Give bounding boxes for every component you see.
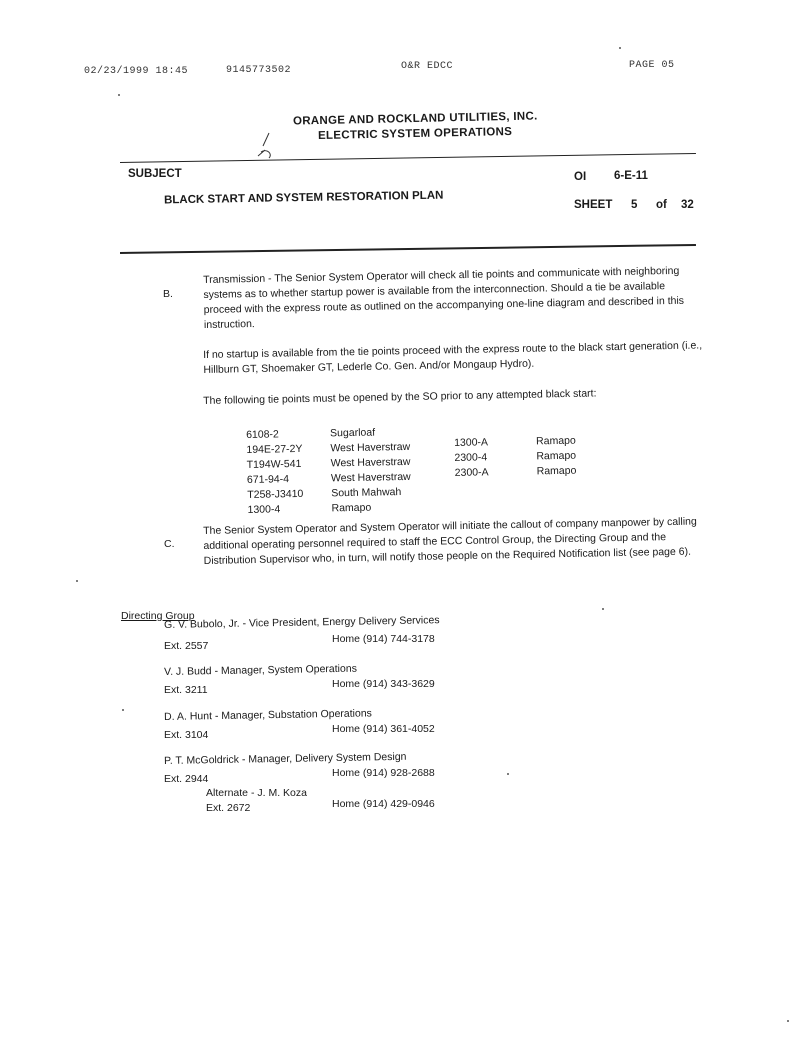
sheet-label: SHEET [574,199,613,211]
tie-point-code: 671-94-4 [246,473,290,486]
subject-title: BLACK START AND SYSTEM RESTORATION PLAN [163,189,444,207]
tie-point-location: West Haverstraw [330,440,411,455]
department-name: ELECTRIC SYSTEM OPERATIONS [317,125,513,143]
signature-mark [255,128,285,160]
tie-point-code: 2300-4 [454,451,488,464]
alternate-ext: Ext. 2672 [206,802,251,814]
tie-point-code: T194W-541 [246,457,302,471]
section-b-paragraph-3: The following tie points must be opened by the SO prior to any attempted black start: [203,387,597,407]
member-ext: Ext. 2944 [164,773,209,785]
member-ext: Ext. 3104 [164,729,209,741]
fax-datetime: 02/23/1999 18:45 [84,66,189,77]
sheet-total: 32 [681,199,694,211]
member-home: Home (914) 928-2688 [332,767,435,779]
scan-speck [122,709,124,711]
member-name: G. V. Bubolo, Jr. - Vice President, Energy Delivery Services [164,614,440,631]
tie-point-code: 1300-4 [247,503,281,516]
member-home: Home (914) 361-4052 [332,723,435,735]
tie-point-location: Ramapo [536,464,577,478]
scan-speck [76,580,78,582]
tie-point-location: Ramapo [536,449,577,463]
tie-points-right-table [454,434,577,481]
oi-value: 6-E-11 [614,170,648,182]
tie-point-code: 6108-2 [246,428,279,441]
scan-speck [602,608,604,610]
fax-page: PAGE 05 [629,60,675,71]
tie-point-code: 194E-27-2Y [246,442,303,456]
tie-point-row [247,500,411,518]
member-name: D. A. Hunt - Manager, Substation Operations [164,707,372,723]
scan-speck [619,47,621,49]
section-b-paragraph-2: If no startup is available from the tie points proceed with the express route to the black start generation (i.e., Hillburn GT, Shoemaker GT, Lederle Co. Gen. And/or Mongaup Hydro). [203,339,703,376]
tie-point-location: South Mahwah [331,486,402,500]
company-name: ORANGE AND ROCKLAND UTILITIES, INC. [292,110,538,128]
oi-label: OI [574,171,587,183]
tie-point-code: 1300-A [454,436,489,449]
directing-group-heading: Directing Group [121,610,195,622]
member-ext: Ext. 2557 [164,640,209,652]
alternate-name: Alternate - J. M. Koza [206,787,307,799]
tie-point-location: Ramapo [331,501,372,515]
tie-point-row [455,464,577,481]
member-name: P. T. McGoldrick - Manager, Delivery System Design [164,750,407,767]
tie-point-location: West Haverstraw [330,455,411,470]
scan-speck [787,1020,789,1022]
section-c-paragraph: The Senior System Operator and System Operator will initiate the callout of company manpower by calling additional operating personnel required to staff the ECC Control Group, the Directing Group and the Distribution Supervisor who, in turn, will notify those people on the Required Notification list (see page 6). [203,515,697,567]
tie-point-location: West Haverstraw [330,470,411,485]
tie-point-location: Ramapo [536,434,576,448]
member-name: V. J. Budd - Manager, System Operations [164,662,357,678]
scan-speck [507,773,509,775]
subject-top-rule [120,153,696,163]
member-home: Home (914) 744-3178 [332,633,435,645]
subject-label: SUBJECT [128,168,182,180]
tie-point-code: T258-J3410 [247,487,304,501]
tie-point-location: Sugarloaf [330,426,376,440]
tie-point-code: 2300-A [454,466,489,479]
section-b-paragraph-1: Transmission - The Senior System Operator will check all tie points and communicate with neighboring systems as to whether startup power is available from the interconnection. Should a tie be available proceed with the express route as outlined on the accompanying one-line diagram and described in this instruction. [203,264,685,331]
member-home: Home (914) 343-3629 [332,678,435,690]
tie-points-left-table [246,425,411,518]
member-ext: Ext. 3211 [164,684,208,696]
tie-point-row [247,485,411,503]
section-c-marker: C. [164,538,175,550]
sheet-of-label: of [656,199,667,211]
subject-bottom-rule [120,244,696,254]
alternate-home: Home (914) 429-0946 [332,798,435,810]
sheet-number: 5 [631,199,638,211]
fax-phone: 9145773502 [226,65,292,76]
fax-sender: O&R EDCC [401,61,454,72]
section-b-marker: B. [163,288,173,300]
scan-speck [118,94,120,96]
